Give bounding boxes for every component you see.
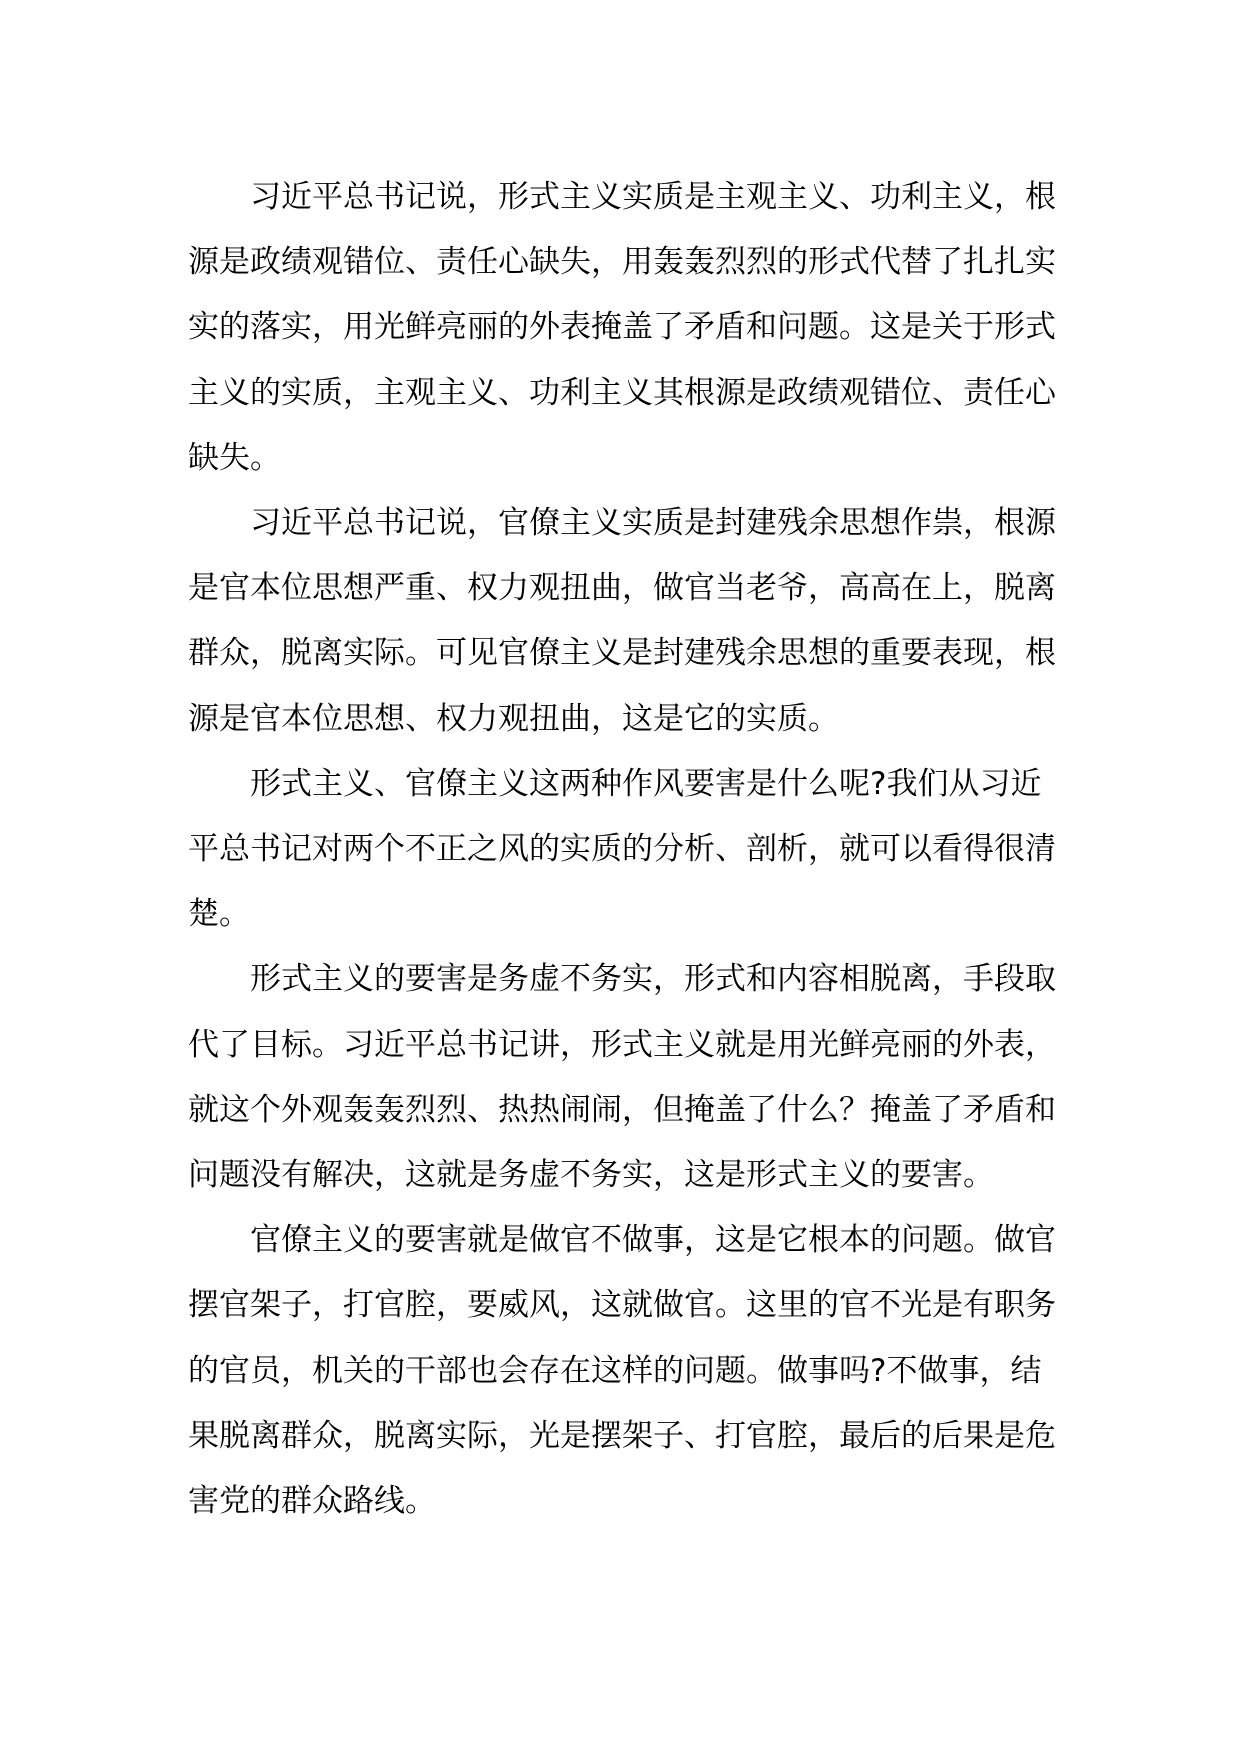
paragraph-bureaucratism-essence: 习近平总书记说，官僚主义实质是封建残余思想作祟，根源是官本位思想严重、权力观扭曲，做官当老爷，高高在上，脱离群众，脱离实际。可见官僚主义是封建残余思想的重要表现，根源是官本位思想、权力观扭曲，这是它的实质。 — [188, 505, 1056, 737]
paragraph-key-question: 形式主义、官僚主义这两种作风要害是什么呢?我们从习近平总书记对两个不正之风的实质的分析、剖析，就可以看得很清楚。 — [188, 765, 1056, 933]
document-body — [188, 165, 1068, 1534]
paragraph-formalism-essence: 习近平总书记说，形式主义实质是主观主义、功利主义，根源是政绩观错位、责任心缺失，用轰轰烈烈的形式代替了扎扎实实的落实，用光鲜亮丽的外表掩盖了矛盾和问题。这是关于形式主义的实质，主观主义、功利主义其根源是政绩观错位、责任心缺失。 — [188, 179, 1056, 476]
paragraph-formalism-crux: 形式主义的要害是务虚不务实，形式和内容相脱离，手段取代了目标。习近平总书记讲，形式主义就是用光鲜亮丽的外表，就这个外观轰轰烈烈、热热闹闹，但掩盖了什么？掩盖了矛盾和问题没有解决，这就是务虚不务实，这是形式主义的要害。 — [188, 961, 1056, 1194]
paragraph-bureaucratism-crux: 官僚主义的要害就是做官不做事，这是它根本的问题。做官摆官架子，打官腔，要威风，这就做官。这里的官不光是有职务的官员，机关的干部也会存在这样的问题。做事吗?不做事，结果脱离群众，脱离实际，光是摆架子、打官腔，最后的后果是危害党的群众路线。 — [188, 1222, 1056, 1520]
